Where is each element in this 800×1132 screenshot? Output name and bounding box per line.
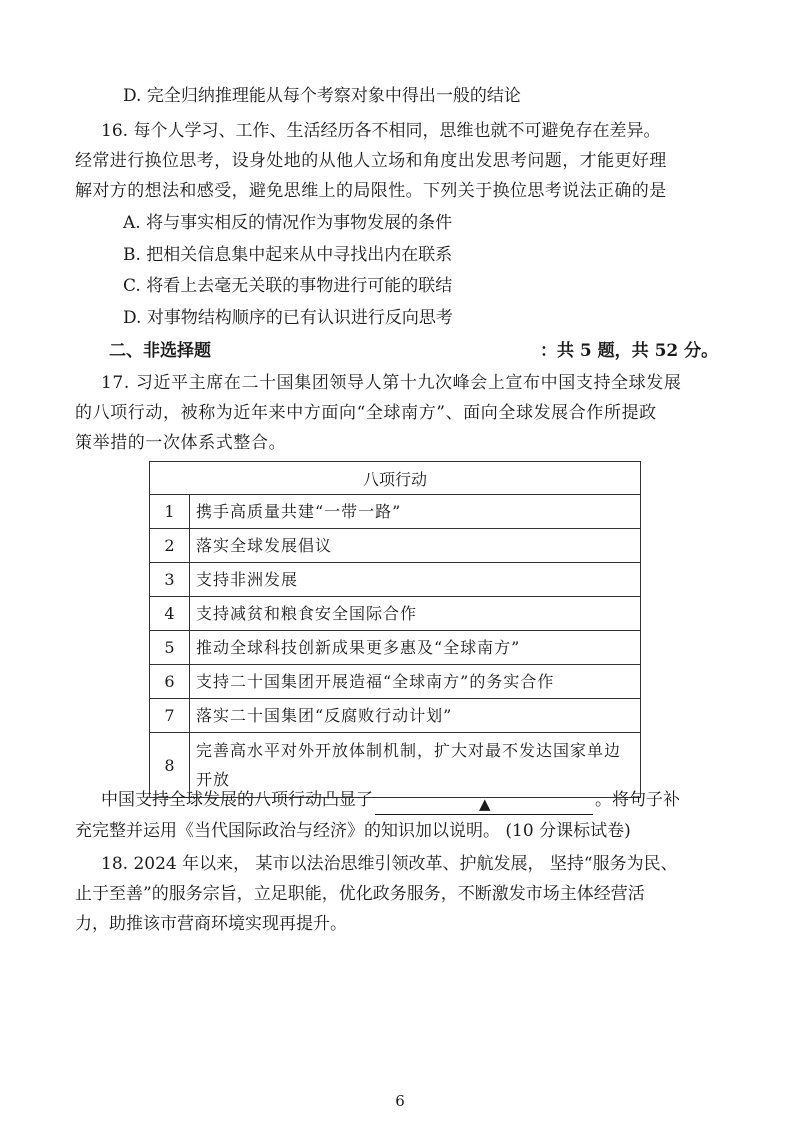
q16-option-a: A. 将与事实相反的情况作为事物发展的条件	[123, 213, 453, 233]
q18-stem-line-1: 18. 2024 年以来， 某市以法治思维引领改革、护航发展， 坚持“服务为民、	[101, 854, 678, 874]
row-number: 8	[150, 733, 190, 798]
row-text: 支持非洲发展	[190, 563, 641, 597]
q17-stem-line-3: 策举措的一次体系式整合。	[75, 433, 287, 453]
row-text: 支持二十国集团开展造福“全球南方”的务实合作	[190, 665, 641, 699]
row-number: 6	[150, 665, 190, 699]
table-row	[150, 665, 641, 699]
row-text: 完善高水平对外开放体制机制，扩大对最不发达国家单边开放	[190, 733, 641, 798]
q17-answer-line-1	[101, 785, 680, 815]
row-number: 7	[150, 699, 190, 733]
page-number: 6	[395, 1092, 405, 1110]
answer-blank	[375, 794, 593, 815]
q16-stem-line-1: 16. 每个人学习、工作、生活经历各不相同，思维也就不可避免存在差异。	[101, 121, 661, 141]
row-text: 推动全球科技创新成果更多惠及“全球南方”	[190, 631, 641, 665]
row-number: 3	[150, 563, 190, 597]
q18-stem-line-2: 止于至善”的服务宗旨，立足职能，优化政务服务，不断激发市场主体经营活	[75, 884, 645, 904]
row-number: 2	[150, 529, 190, 563]
table-row	[150, 495, 641, 529]
q16-stem-line-3: 解对方的想法和感受，避免思维上的局限性。下列关于换位思考说法正确的是	[75, 181, 667, 201]
table-row	[150, 631, 641, 665]
q15-option-d: D. 完全归纳推理能从每个考察对象中得出一般的结论	[123, 86, 521, 106]
row-text: 落实二十国集团“反腐败行动计划”	[190, 699, 641, 733]
table-row	[150, 529, 641, 563]
answer-suffix: 。将句子补	[595, 790, 680, 810]
table-header: 八项行动	[150, 462, 641, 495]
row-number: 4	[150, 597, 190, 631]
q17-answer-line-2: 充完整并运用《当代国际政治与经济》的知识加以说明。 (10 分课标试卷)	[75, 821, 631, 841]
row-text: 落实全球发展倡议	[190, 529, 641, 563]
q16-option-b: B. 把相关信息集中起来从中寻找出内在联系	[123, 245, 453, 265]
row-text: 携手高质量共建“一带一路”	[190, 495, 641, 529]
row-number: 1	[150, 495, 190, 529]
table-row	[150, 699, 641, 733]
answer-prefix: 中国支持全球发展的八项行动凸显了	[101, 790, 373, 810]
row-number: 5	[150, 631, 190, 665]
q16-option-d: D. 对事物结构顺序的已有认识进行反向思考	[123, 308, 453, 328]
q17-stem-line-1: 17. 习近平主席在二十国集团领导人第十九次峰会上宣布中国支持全球发展	[101, 373, 682, 393]
q16-stem-line-2: 经常进行换位思考，设身处地的从他人立场和角度出发思考问题，才能更好理	[75, 151, 667, 171]
row-text: 支持减贫和粮食安全国际合作	[190, 597, 641, 631]
section-info: ：共 5 题，共 52 分。	[540, 341, 719, 361]
q18-stem-line-3: 力，助推该市营商环境实现再提升。	[75, 914, 347, 934]
q16-option-c: C. 将看上去毫无关联的事物进行可能的联结	[123, 276, 453, 296]
table-row	[150, 563, 641, 597]
blank-marker-icon: ▲	[479, 795, 491, 813]
q17-stem-line-2: 的八项行动，被称为近年来中方面向“全球南方”、面向全球发展合作所提政	[75, 403, 657, 423]
section-title: 二、非选择题	[109, 341, 211, 361]
eight-actions-table	[149, 461, 641, 798]
table-row	[150, 597, 641, 631]
